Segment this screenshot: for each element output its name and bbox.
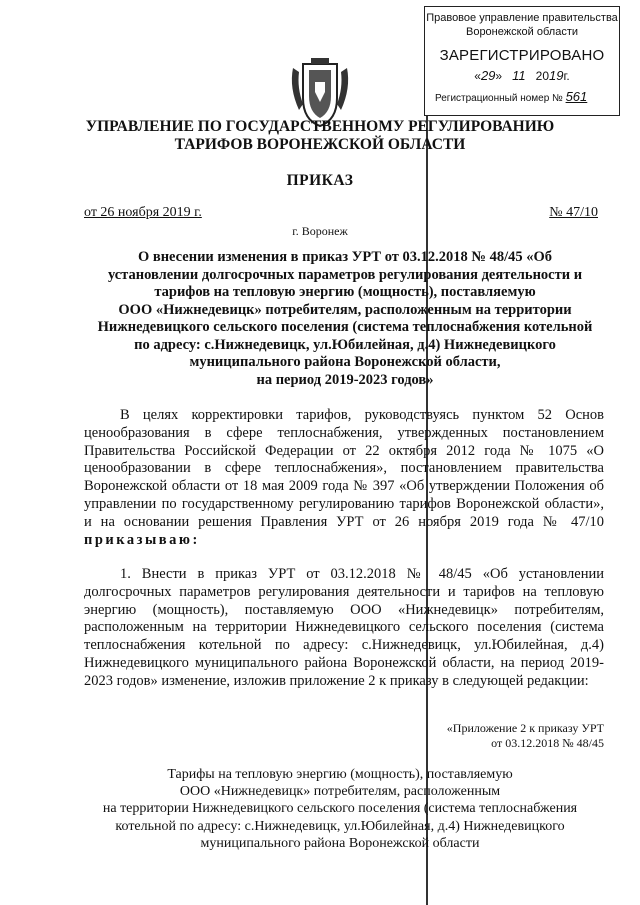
issuer-heading-line2: ТАРИФОВ ВОРОНЕЖСКОЙ ОБЛАСТИ: [174, 136, 466, 153]
registration-stamp: [424, 6, 620, 116]
tariff-title-line: ООО «Нижнедевицк» потребителям, расположенным: [179, 784, 501, 800]
stamp-date-quote-open: «: [474, 69, 481, 83]
subject-line: муниципального района Воронежской области,: [189, 354, 501, 370]
document-type-title: ПРИКАЗ: [286, 172, 354, 189]
order-subject: [80, 249, 610, 389]
stamp-date-day: 29: [480, 68, 496, 83]
tariff-title-line: Тарифы на тепловую энергию (мощность), поставляемую: [167, 767, 513, 782]
stamp-date-month: 11: [512, 68, 526, 83]
stamp-date-suffix: г.: [563, 69, 570, 83]
stamp-date-quote-close: »: [495, 69, 503, 83]
stamp-date-year: 19: [549, 68, 564, 83]
subject-line: Нижнедевицкого сельского поселения (система теплоснабжения котельной: [97, 319, 593, 335]
order-city: г. Воронеж: [292, 224, 348, 238]
subject-line: установлении долгосрочных параметров регулирования деятельности и: [107, 266, 583, 283]
stamp-org-line1: Правовое управление правительства: [426, 12, 618, 24]
preamble-text: В целях корректировки тарифов, руководствуясь пунктом 52 Основ ценообразования в сфере теплоснабжения, утвержденных постановлением Правительства Российской Федерации от 22 октября 2012 года № 1075 «О ценообразовании в сфере теплоснабжения», постановлением правительства Воронежской области от 18 мая 2009 года № 397 «Об утверждении Положения об управлении по государственному регулированию тарифов Воронежской области», и на основании решения Правления УРТ от 26 ноября 2019 года № 47/10: [84, 407, 604, 530]
tariff-title-line: муниципального района Воронежской области: [200, 835, 480, 851]
stamp-registered-label: ЗАРЕГИСТРИРОВАНО: [439, 47, 605, 64]
subject-line: О внесении изменения в приказ УРТ от 03.12.2018 № 48/45 «Об: [137, 249, 553, 265]
preamble-paragraph: [84, 407, 604, 549]
issuer-heading: [0, 118, 640, 154]
issuer-heading-line1: УПРАВЛЕНИЕ ПО ГОСУДАРСТВЕННОМУ РЕГУЛИРОВАНИЮ: [85, 118, 555, 135]
preamble-command: приказываю:: [84, 531, 200, 548]
order-number: № 47/10: [549, 205, 598, 220]
clause-1-paragraph: 1. Внести в приказ УРТ от 03.12.2018 № 48/45 «Об установлении долгосрочных параметров регулирования деятельности и тарифов на тепловую энергию (мощность), поставляемую ООО «Нижнедевицк» потребителям, расположенным на территории Нижнедевицкого сельского поселения (система теплоснабжения котельной по адресу: с.Нижнедевицк, ул.Юбилейная, д.4) Нижнедевицкого муниципального района Воронежской области, на период 2019-2023 годов» изменение, изложив приложение 2 к приказу в следующей редакции:: [84, 566, 604, 689]
stamp-reg-number-value: 561: [565, 89, 588, 104]
subject-line: ООО «Нижнедевицк» потребителям, расположенным на территории: [118, 301, 572, 318]
stamp-date: [425, 69, 619, 83]
tariff-section-title: [60, 766, 620, 852]
order-date: от 26 ноября 2019 г.: [84, 205, 202, 220]
stamp-org-line2: Воронежской области: [465, 26, 578, 38]
appendix-reference: [344, 721, 604, 751]
stamp-date-year-prefix: 20: [535, 69, 549, 83]
appendix-line1: «Приложение 2 к приказу УРТ: [446, 721, 604, 735]
stamp-reg-number: [425, 90, 619, 106]
subject-line: тарифов на тепловую энергию (мощность), поставляемую: [154, 284, 536, 300]
tariff-title-line: котельной по адресу: с.Нижнедевицк, ул.Юбилейная, д.4) Нижнедевицкого: [115, 818, 565, 834]
tariff-title-line: на территории Нижнедевицкого сельского поселения (система теплоснабжения: [102, 801, 578, 817]
stamp-org: [425, 11, 619, 39]
appendix-line2: от 03.12.2018 № 48/45: [491, 736, 604, 750]
stamp-reg-number-label: Регистрационный номер №: [435, 93, 563, 104]
subject-line: на период 2019-2023 годов»: [256, 371, 434, 388]
subject-line: по адресу: с.Нижнедевицк, ул.Юбилейная, д.4) Нижнедевицкого: [134, 336, 556, 353]
